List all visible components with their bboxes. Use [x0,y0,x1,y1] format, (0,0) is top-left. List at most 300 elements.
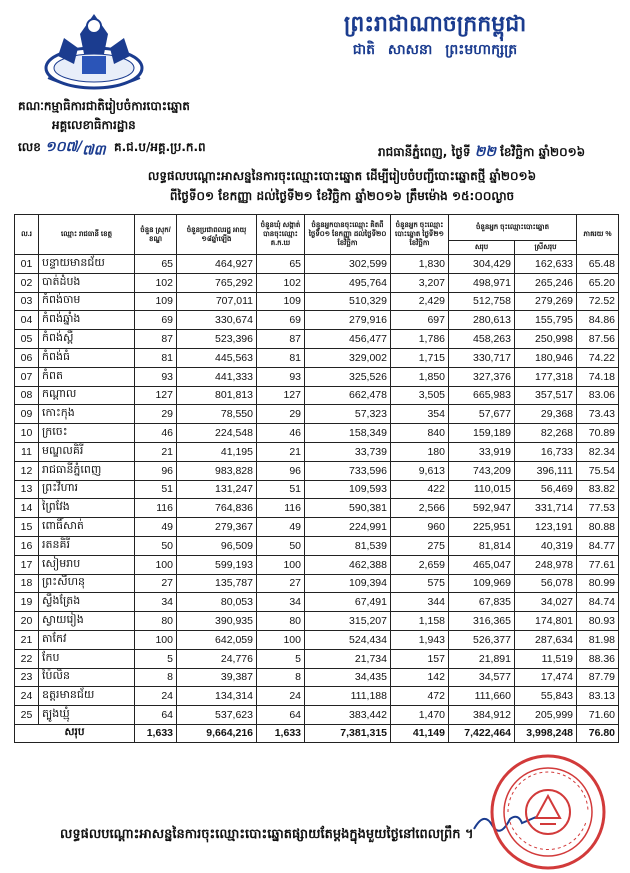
cell-districts: 27 [135,574,177,593]
cell-target: 41,195 [177,442,257,461]
header-districts: ចំនួន ស្រុក/ខណ្ឌ [135,215,177,255]
cell-total: 81,814 [449,536,515,555]
table-row [15,255,619,274]
cell-name: កំពង់ស្ពឺ [39,330,135,349]
cell-daily: 142 [391,668,449,687]
cell-total: 327,376 [449,367,515,386]
cell-total: 512,758 [449,292,515,311]
header-no: ល.រ [15,215,39,255]
header-total-group: ចំនួនអ្នក ចុះឈ្មោះបោះឆ្នោត [449,215,577,241]
cell-name: ព្រះសីហនុ [39,574,135,593]
cell-female: 34,027 [515,593,577,612]
cell-name: កំពង់ឆ្នាំង [39,311,135,330]
cell-districts: 109 [135,292,177,311]
cell-female: 123,191 [515,518,577,537]
cell-districts: 100 [135,630,177,649]
cell-name: ព្រៃវែង [39,499,135,518]
cell-target: 537,623 [177,706,257,725]
cell-no: 02 [15,273,39,292]
cell-no: 22 [15,649,39,668]
cell-percent: 84.74 [577,593,619,612]
header-communes: ចំនួនឃុំ សង្កាត់ បានចុះឈ្មោះ គ.ក.ឃ [257,215,305,255]
organization-name: គណៈកម្មាធិការជាតិរៀបចំការបោះឆ្នោត [18,99,190,113]
cell-percent: 81.98 [577,630,619,649]
cell-daily: 1,158 [391,612,449,631]
cell-total: 592,947 [449,499,515,518]
cell-no: 13 [15,480,39,499]
cell-cumulative: 462,388 [305,555,391,574]
cell-no: 19 [15,593,39,612]
cell-communes: 127 [257,386,305,405]
cell-female: 177,318 [515,367,577,386]
header-percent: ភាគរយ % [577,215,619,255]
cell-communes: 69 [257,311,305,330]
cell-total: 384,912 [449,706,515,725]
cell-communes: 102 [257,273,305,292]
national-motto: ជាតិ សាសនា ព្រះមហាក្សត្រ [352,42,518,58]
totals-communes: 1,633 [257,724,305,742]
cell-target: 39,387 [177,668,257,687]
cell-daily: 1,830 [391,255,449,274]
cell-percent: 74.18 [577,367,619,386]
cell-no: 21 [15,630,39,649]
header-target: ចំនួនប្រជាពលរដ្ឋ អាយុ ១៨ឆ្នាំឡើង [177,215,257,255]
cell-total: 498,971 [449,273,515,292]
cell-female: 11,519 [515,649,577,668]
cell-no: 08 [15,386,39,405]
cell-target: 390,935 [177,612,257,631]
cell-daily: 697 [391,311,449,330]
cell-daily: 157 [391,649,449,668]
cell-cumulative: 224,991 [305,518,391,537]
cell-districts: 100 [135,555,177,574]
cell-cumulative: 325,526 [305,367,391,386]
cell-cumulative: 34,435 [305,668,391,687]
cell-target: 983,828 [177,461,257,480]
cell-target: 523,396 [177,330,257,349]
header-female: ស្រីសរុប [515,241,577,255]
cell-percent: 82.34 [577,442,619,461]
cell-communes: 51 [257,480,305,499]
cell-total: 316,365 [449,612,515,631]
cell-target: 80,053 [177,593,257,612]
cell-daily: 9,613 [391,461,449,480]
table-row [15,348,619,367]
cell-female: 174,801 [515,612,577,631]
totals-female: 3,998,248 [515,724,577,742]
cell-communes: 21 [257,442,305,461]
cell-cumulative: 510,329 [305,292,391,311]
date-rest: ខែវិច្ឆិកា ឆ្នាំ២០១៦ [500,145,586,159]
cell-female: 40,319 [515,536,577,555]
cell-name: រតនគិរី [39,536,135,555]
cell-female: 357,517 [515,386,577,405]
cell-no: 11 [15,442,39,461]
cell-districts: 8 [135,668,177,687]
cell-female: 396,111 [515,461,577,480]
cell-target: 441,333 [177,367,257,386]
cell-cumulative: 329,002 [305,348,391,367]
report-title: លទ្ធផលបណ្តោះអាសន្ននៃការចុះឈ្មោះបោះឆ្នោត ដើម្បីរៀបចំបញ្ជីបោះឆ្នោតថ្មី ឆ្នាំ២០១៦ [147,169,537,183]
cell-target: 224,548 [177,424,257,443]
cell-cumulative: 67,491 [305,593,391,612]
cell-percent: 70.89 [577,424,619,443]
cell-target: 764,836 [177,499,257,518]
cell-percent: 84.77 [577,536,619,555]
cell-female: 250,998 [515,330,577,349]
cell-percent: 74.22 [577,348,619,367]
cell-percent: 80.88 [577,518,619,537]
cell-name: កំពត [39,367,135,386]
cell-districts: 65 [135,255,177,274]
cell-districts: 21 [135,442,177,461]
registration-table [14,214,619,743]
cell-target: 765,292 [177,273,257,292]
cell-cumulative: 279,916 [305,311,391,330]
cell-target: 135,787 [177,574,257,593]
cell-daily: 472 [391,687,449,706]
cell-female: 248,978 [515,555,577,574]
cell-districts: 69 [135,311,177,330]
cell-female: 29,368 [515,405,577,424]
cell-cumulative: 302,599 [305,255,391,274]
cell-daily: 2,566 [391,499,449,518]
table-row [15,424,619,443]
cell-female: 331,714 [515,499,577,518]
cell-communes: 100 [257,630,305,649]
table-row [15,273,619,292]
cell-no: 03 [15,292,39,311]
ref-code: គ.ជ.ប/អគ្គ.ប្រ.ក.ព [113,140,206,154]
cell-communes: 96 [257,461,305,480]
cell-communes: 46 [257,424,305,443]
cell-districts: 87 [135,330,177,349]
cell-communes: 50 [257,536,305,555]
cell-percent: 72.52 [577,292,619,311]
table-row [15,649,619,668]
cell-target: 279,367 [177,518,257,537]
cell-cumulative: 81,539 [305,536,391,555]
cell-daily: 3,207 [391,273,449,292]
header-total-all: សរុប [449,241,515,255]
cell-target: 801,813 [177,386,257,405]
cell-percent: 83.82 [577,480,619,499]
cell-districts: 64 [135,706,177,725]
cell-districts: 50 [135,536,177,555]
cell-no: 06 [15,348,39,367]
cell-name: បាត់ដំបង [39,273,135,292]
table-row [15,574,619,593]
cell-female: 279,269 [515,292,577,311]
cell-daily: 344 [391,593,449,612]
cell-name: កោះកុង [39,405,135,424]
cell-no: 04 [15,311,39,330]
cell-percent: 77.61 [577,555,619,574]
cell-percent: 83.06 [577,386,619,405]
cell-female: 180,946 [515,348,577,367]
cell-target: 707,011 [177,292,257,311]
cell-communes: 24 [257,687,305,706]
cell-female: 56,469 [515,480,577,499]
table-row [15,292,619,311]
cell-daily: 575 [391,574,449,593]
cell-total: 34,577 [449,668,515,687]
cell-cumulative: 158,349 [305,424,391,443]
cell-percent: 80.93 [577,612,619,631]
ref-number: ១០៧ [45,139,78,155]
table-row [15,630,619,649]
date-line [378,142,585,163]
cell-female: 155,795 [515,311,577,330]
cell-name: ត្បូងឃ្មុំ [39,706,135,725]
cell-percent: 87.56 [577,330,619,349]
cell-no: 17 [15,555,39,574]
table-body [15,255,619,725]
cell-total: 743,209 [449,461,515,480]
cell-no: 07 [15,367,39,386]
cell-daily: 1,715 [391,348,449,367]
cell-percent: 88.36 [577,649,619,668]
totals-total: 7,422,464 [449,724,515,742]
cell-no: 16 [15,536,39,555]
totals-percent: 76.80 [577,724,619,742]
cell-districts: 80 [135,612,177,631]
table-row [15,480,619,499]
cell-daily: 1,786 [391,330,449,349]
cell-no: 20 [15,612,39,631]
cell-name: ពោធិ៍សាត់ [39,518,135,537]
table-row [15,311,619,330]
cell-total: 225,951 [449,518,515,537]
cell-female: 287,634 [515,630,577,649]
cell-target: 642,059 [177,630,257,649]
cell-target: 464,927 [177,255,257,274]
cell-cumulative: 57,323 [305,405,391,424]
cell-communes: 27 [257,574,305,593]
cell-percent: 77.53 [577,499,619,518]
cell-female: 55,843 [515,687,577,706]
cell-total: 458,263 [449,330,515,349]
cell-no: 09 [15,405,39,424]
cell-female: 16,733 [515,442,577,461]
table-row [15,442,619,461]
cell-target: 24,776 [177,649,257,668]
nec-logo [34,8,154,94]
cell-daily: 1,470 [391,706,449,725]
cell-districts: 127 [135,386,177,405]
cell-daily: 1,850 [391,367,449,386]
cell-name: ព្រះវិហារ [39,480,135,499]
cell-communes: 8 [257,668,305,687]
cell-communes: 49 [257,518,305,537]
cell-daily: 180 [391,442,449,461]
ref-sub: ៧៣ [82,142,106,159]
cell-communes: 81 [257,348,305,367]
cell-name: ស្វាយរៀង [39,612,135,631]
cell-daily: 2,429 [391,292,449,311]
cell-cumulative: 662,478 [305,386,391,405]
cell-name: បន្ទាយមានជ័យ [39,255,135,274]
cell-cumulative: 383,442 [305,706,391,725]
cell-target: 96,509 [177,536,257,555]
cell-name: សៀមរាប [39,555,135,574]
table-row [15,706,619,725]
cell-communes: 93 [257,367,305,386]
cell-target: 330,674 [177,311,257,330]
totals-daily: 41,149 [391,724,449,742]
totals-cumulative: 7,381,315 [305,724,391,742]
cell-no: 10 [15,424,39,443]
cell-districts: 116 [135,499,177,518]
cell-cumulative: 733,596 [305,461,391,480]
cell-name: តាកែវ [39,630,135,649]
cell-communes: 100 [257,555,305,574]
cell-daily: 275 [391,536,449,555]
cell-districts: 81 [135,348,177,367]
cell-target: 599,193 [177,555,257,574]
cell-target: 78,550 [177,405,257,424]
header-name: ឈ្មោះ រាជធានី ខេត្ត [39,215,135,255]
header-cumulative: ចំនួនអ្នកបានចុះឈ្មោះ គិតពីថ្ងៃទី០១ ខែកញ្ញា ដល់ថ្ងៃទី២០ ខែវិច្ឆិកា [305,215,391,255]
cell-no: 05 [15,330,39,349]
cell-percent: 65.48 [577,255,619,274]
totals-target: 9,664,216 [177,724,257,742]
cell-cumulative: 109,593 [305,480,391,499]
cell-cumulative: 456,477 [305,330,391,349]
cell-name: កំពង់ចាម [39,292,135,311]
cell-districts: 5 [135,649,177,668]
cell-no: 23 [15,668,39,687]
cell-no: 25 [15,706,39,725]
cell-districts: 96 [135,461,177,480]
cell-total: 111,660 [449,687,515,706]
cell-total: 21,891 [449,649,515,668]
cell-total: 526,377 [449,630,515,649]
cell-cumulative: 524,434 [305,630,391,649]
cell-no: 18 [15,574,39,593]
cell-daily: 1,943 [391,630,449,649]
cell-total: 67,835 [449,593,515,612]
cell-daily: 354 [391,405,449,424]
cell-daily: 840 [391,424,449,443]
cell-districts: 29 [135,405,177,424]
cell-no: 01 [15,255,39,274]
report-period: ពីថ្ងៃទី០១ ខែកញ្ញា ដល់ថ្ងៃទី២១ ខែវិច្ឆិកា ឆ្នាំ២០១៦ ត្រឹមម៉ោង ១៥:០០ល្ងាច [169,189,515,203]
cell-communes: 80 [257,612,305,631]
table-row [15,367,619,386]
cell-communes: 116 [257,499,305,518]
table-row [15,386,619,405]
cell-total: 465,047 [449,555,515,574]
cell-female: 82,268 [515,424,577,443]
cell-name: កំពង់ធំ [39,348,135,367]
cell-communes: 65 [257,255,305,274]
cell-target: 445,563 [177,348,257,367]
table-row [15,612,619,631]
cell-female: 17,474 [515,668,577,687]
cell-target: 131,247 [177,480,257,499]
cell-cumulative: 21,734 [305,649,391,668]
cell-daily: 2,659 [391,555,449,574]
cell-no: 12 [15,461,39,480]
cell-total: 304,429 [449,255,515,274]
cell-cumulative: 590,381 [305,499,391,518]
cell-communes: 87 [257,330,305,349]
cell-districts: 51 [135,480,177,499]
cell-total: 109,969 [449,574,515,593]
table-row [15,536,619,555]
cell-cumulative: 109,394 [305,574,391,593]
cell-name: មណ្ឌលគិរី [39,442,135,461]
cell-percent: 83.13 [577,687,619,706]
cell-no: 14 [15,499,39,518]
date-text: រាជធានីភ្នំពេញ, ថ្ងៃទី [378,145,471,159]
cell-total: 57,677 [449,405,515,424]
table-row [15,499,619,518]
cell-districts: 102 [135,273,177,292]
table-row [15,461,619,480]
cell-communes: 64 [257,706,305,725]
cell-districts: 49 [135,518,177,537]
department-name: អគ្គលេខាធិការដ្ឋាន [52,118,136,132]
cell-name: រាជធានីភ្នំពេញ [39,461,135,480]
cell-no: 24 [15,687,39,706]
cell-cumulative: 495,764 [305,273,391,292]
date-day: ២២ [474,144,496,160]
cell-cumulative: 315,207 [305,612,391,631]
table-row [15,687,619,706]
cell-daily: 422 [391,480,449,499]
cell-communes: 29 [257,405,305,424]
ref-prefix: លេខ [18,140,41,154]
cell-districts: 93 [135,367,177,386]
cell-percent: 75.54 [577,461,619,480]
cell-communes: 109 [257,292,305,311]
cell-districts: 46 [135,424,177,443]
cell-daily: 3,505 [391,386,449,405]
totals-row [15,724,619,742]
table-row [15,555,619,574]
table-row [15,518,619,537]
cell-total: 665,983 [449,386,515,405]
cell-name: ស្ទឹងត្រែង [39,593,135,612]
cell-communes: 34 [257,593,305,612]
cell-female: 162,633 [515,255,577,274]
cell-name: កណ្តាល [39,386,135,405]
cell-total: 159,189 [449,424,515,443]
cell-name: ប៉ៃលិន [39,668,135,687]
cell-percent: 71.60 [577,706,619,725]
cell-districts: 34 [135,593,177,612]
table-row [15,330,619,349]
cell-total: 330,717 [449,348,515,367]
cell-total: 33,919 [449,442,515,461]
official-stamp [488,752,608,872]
cell-target: 134,314 [177,687,257,706]
table-row [15,668,619,687]
cell-female: 265,246 [515,273,577,292]
cell-name: កែប [39,649,135,668]
table-row [15,405,619,424]
cell-female: 205,999 [515,706,577,725]
footer-note: លទ្ធផលបណ្តោះអាសន្ននៃការចុះឈ្មោះបោះឆ្នោតផ្សាយតែម្តងក្នុងមួយថ្ងៃនៅពេលព្រឹក ។ [60,827,474,842]
cell-daily: 960 [391,518,449,537]
cell-percent: 73.43 [577,405,619,424]
cell-communes: 5 [257,649,305,668]
cell-percent: 65.20 [577,273,619,292]
cell-no: 15 [15,518,39,537]
cell-percent: 84.86 [577,311,619,330]
